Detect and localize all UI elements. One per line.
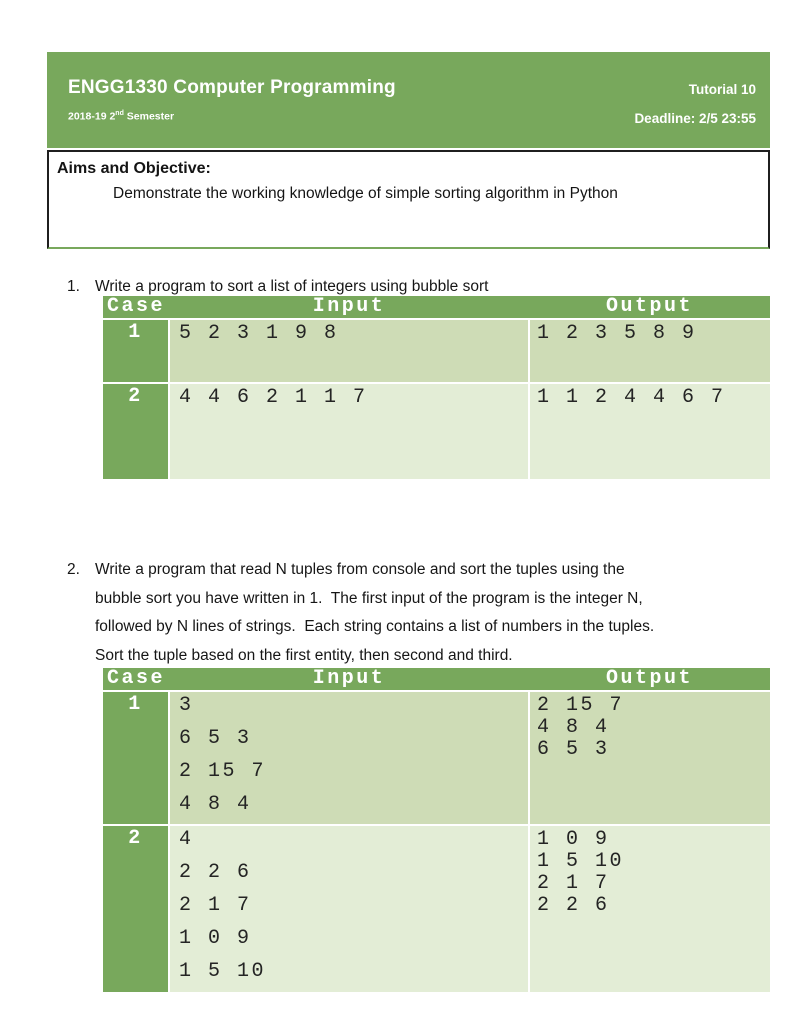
table-2-row-2-input	[170, 826, 528, 992]
aims-heading: Aims and Objective:	[57, 160, 211, 177]
semester-suffix: Semester	[123, 110, 175, 123]
output-line: 4 8 4	[537, 716, 610, 739]
output-line: 1 1 2 4 4 6 7	[537, 386, 726, 409]
course-title: ENGG1330 Computer Programming	[68, 77, 396, 98]
table-2-row-1-input	[170, 692, 528, 824]
input-line: 1 5 10	[179, 960, 267, 983]
table-1-col-header-output: Output	[605, 295, 693, 318]
question-2-line: Sort the tuple based on the first entity, then second and third.	[95, 646, 513, 664]
semester-prefix: 2018-19 2	[68, 110, 116, 123]
table-1-row-2-output	[530, 384, 770, 479]
table-1-row-1-case: 1	[103, 320, 168, 382]
course-header-banner	[47, 52, 770, 148]
input-line: 1 0 9	[179, 927, 252, 950]
output-line: 1 0 9	[537, 828, 610, 851]
table-1-col-header-input: Input	[312, 295, 386, 318]
input-line: 4	[179, 828, 194, 851]
semester-label	[68, 110, 174, 123]
question-1-line: Write a program to sort a list of integers using bubble sort	[95, 278, 489, 295]
deadline-label: Deadline: 2/5 23:55	[634, 111, 756, 126]
aims-box	[47, 150, 770, 249]
table-2-row-1-output	[530, 692, 770, 824]
input-line: 3	[179, 694, 194, 717]
output-line: 2 2 6	[537, 894, 610, 917]
input-line: 5 2 3 1 9 8	[179, 322, 339, 345]
table-2-row-2-case: 2	[103, 826, 168, 992]
aims-body-text: Demonstrate the working knowledge of simple sorting algorithm in Python	[113, 185, 618, 202]
table-1-header-row	[103, 296, 770, 318]
question-2-line: followed by N lines of strings. Each string contains a list of numbers in the tuples.	[95, 618, 655, 635]
table-2-row-1-case: 1	[103, 692, 168, 824]
question-2-text	[95, 556, 654, 670]
output-line: 2 1 7	[537, 872, 610, 895]
semester-superscript: nd	[115, 110, 124, 117]
table-2-row-2-output	[530, 826, 770, 992]
input-line: 2 1 7	[179, 894, 252, 917]
input-line: 2 2 6	[179, 861, 252, 884]
table-2-col-header-input: Input	[312, 667, 386, 690]
output-line: 2 15 7	[537, 694, 625, 717]
question-2-line: bubble sort you have written in 1. The first input of the program is the integer N,	[95, 589, 643, 607]
input-line: 4 4 6 2 1 1 7	[179, 386, 368, 409]
input-line: 6 5 3	[179, 727, 252, 750]
question-2	[67, 556, 654, 670]
table-2-header-row	[103, 668, 770, 690]
output-line: 6 5 3	[537, 738, 610, 761]
output-line: 1 2 3 5 8 9	[537, 322, 697, 345]
question-2-number: 2.	[67, 561, 80, 578]
table-2-col-header-case: Case	[106, 667, 165, 690]
question-2-line: Write a program that read N tuples from console and sort the tuples using the	[95, 561, 625, 578]
question-2-case-table	[103, 668, 770, 992]
tutorial-number-label: Tutorial 10	[688, 82, 756, 97]
input-line: 4 8 4	[179, 793, 252, 816]
table-1-col-header-case: Case	[106, 295, 165, 318]
question-1-number: 1.	[67, 278, 80, 295]
input-line: 2 15 7	[179, 760, 267, 783]
table-1-row-1-output	[530, 320, 770, 382]
output-line: 1 5 10	[537, 850, 625, 873]
table-1-row-1-input	[170, 320, 528, 382]
table-1-row-2-input	[170, 384, 528, 479]
table-2-col-header-output: Output	[605, 667, 693, 690]
question-1-case-table	[103, 296, 770, 479]
table-1-row-2-case: 2	[103, 384, 168, 479]
